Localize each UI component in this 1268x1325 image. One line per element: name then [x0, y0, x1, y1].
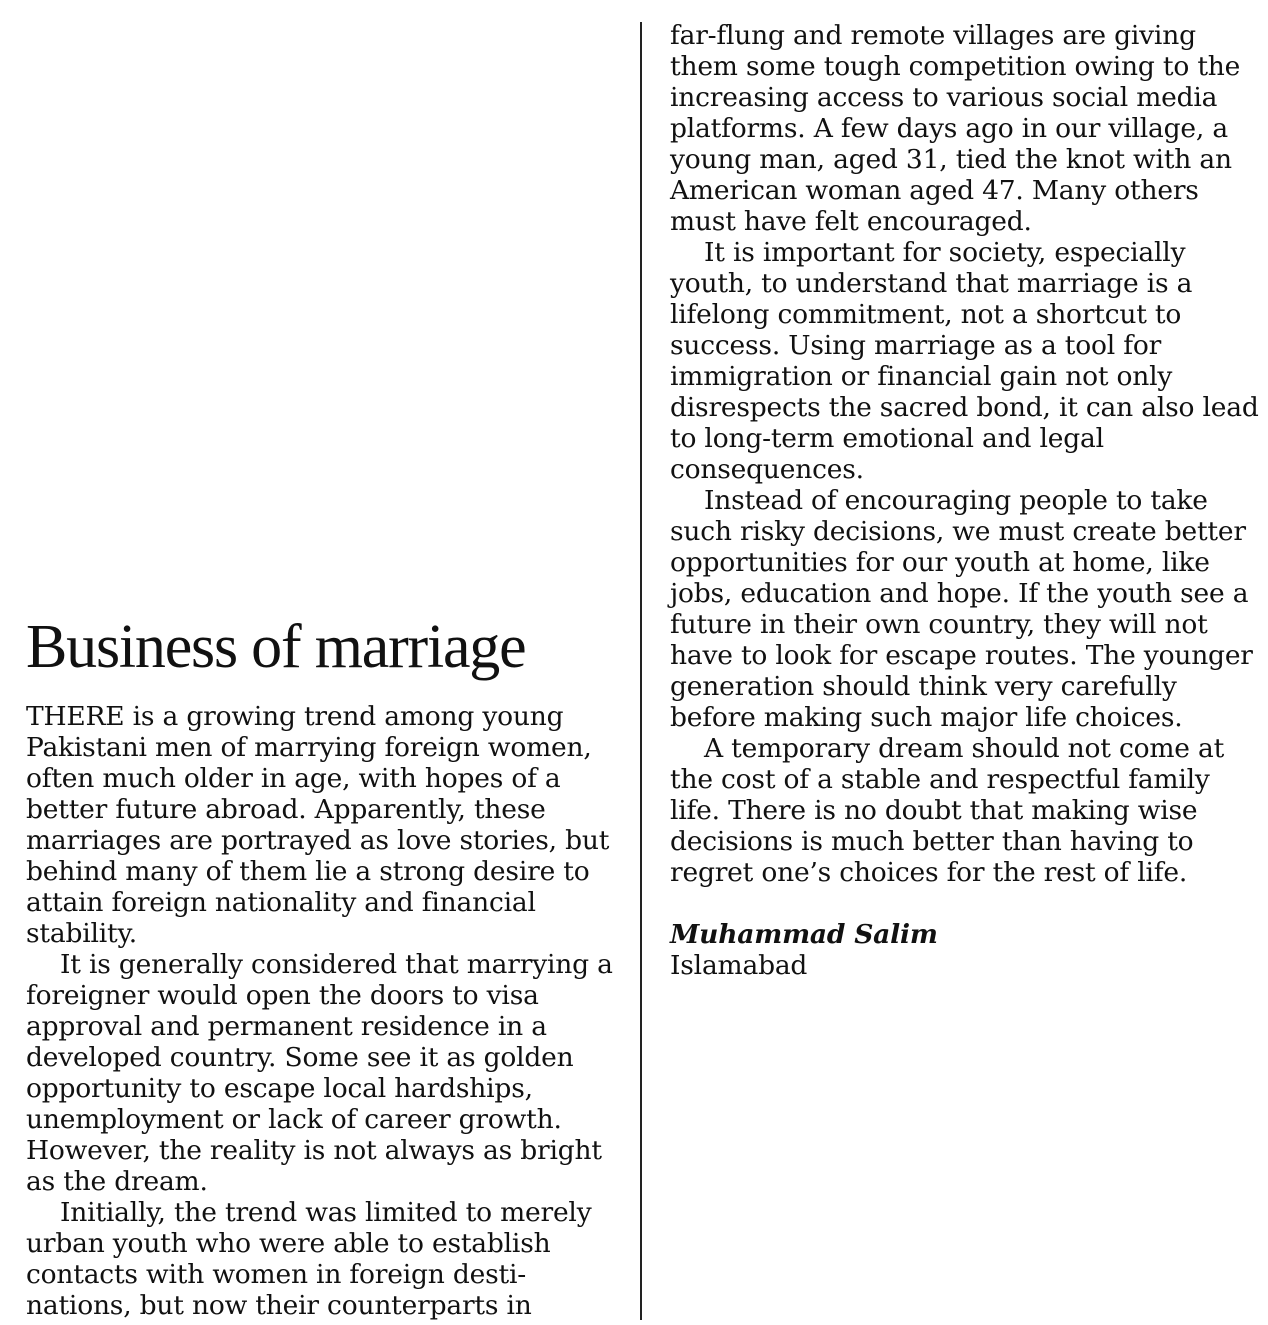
paragraph: Initially, the trend was limited to merely urban youth who were able to establish contacts with women in foreign desti-nations, but now their counterparts in [26, 1197, 592, 1321]
paragraph: far-flung and remote villages are giving them some tough competition owing to the increasing access to various social media platforms. A few days ago in our village, a young man, aged 31, tied the knot with an American woman aged 47. Many others must have felt encouraged. [670, 20, 1241, 237]
headline: Business of marriage [26, 613, 526, 681]
paragraph: THERE is a growing trend among young Pakistani men of marrying foreign women, often much older in age, with hopes of a better future abroad. Apparently, these marriages are portrayed as love stories, but behind many of them lie a strong desire to attain foreign nationality and financial stability. [26, 701, 610, 949]
left-column [26, 611, 618, 1321]
paragraph: A temporary dream should not come at the cost of a stable and respectful family life. There is no doubt that making wise decisions is much better than having to regret one’s choices for the rest of life. [670, 733, 1225, 888]
column-divider [640, 22, 642, 1320]
signature [670, 919, 1260, 981]
paragraph: It is generally considered that marrying a foreigner would open the doors to visa approval and permanent residence in a developed country. Some see it as golden opportunity to escape local hardships, unemployment or lack of career growth. However, the reality is not always as bright as the dream. [26, 949, 613, 1197]
paragraph: It is important for society, especially youth, to understand that marriage is a lifelong commitment, not a shortcut to success. Using marriage as a tool for immigration or financial gain not only disrespects the sacred bond, it can also lead to long-term emotional and legal consequences. [670, 237, 1259, 485]
paragraph: Instead of encouraging people to take such risky decisions, we must create better opportunities for our youth at home, like jobs, education and hope. If the youth see a future in their own country, they will not have to look for escape routes. The younger generation should think very carefully before making such major life choices. [670, 485, 1253, 733]
author-name: Muhammad Salim [670, 919, 938, 950]
author-location: Islamabad [670, 950, 808, 981]
right-column [670, 20, 1260, 981]
